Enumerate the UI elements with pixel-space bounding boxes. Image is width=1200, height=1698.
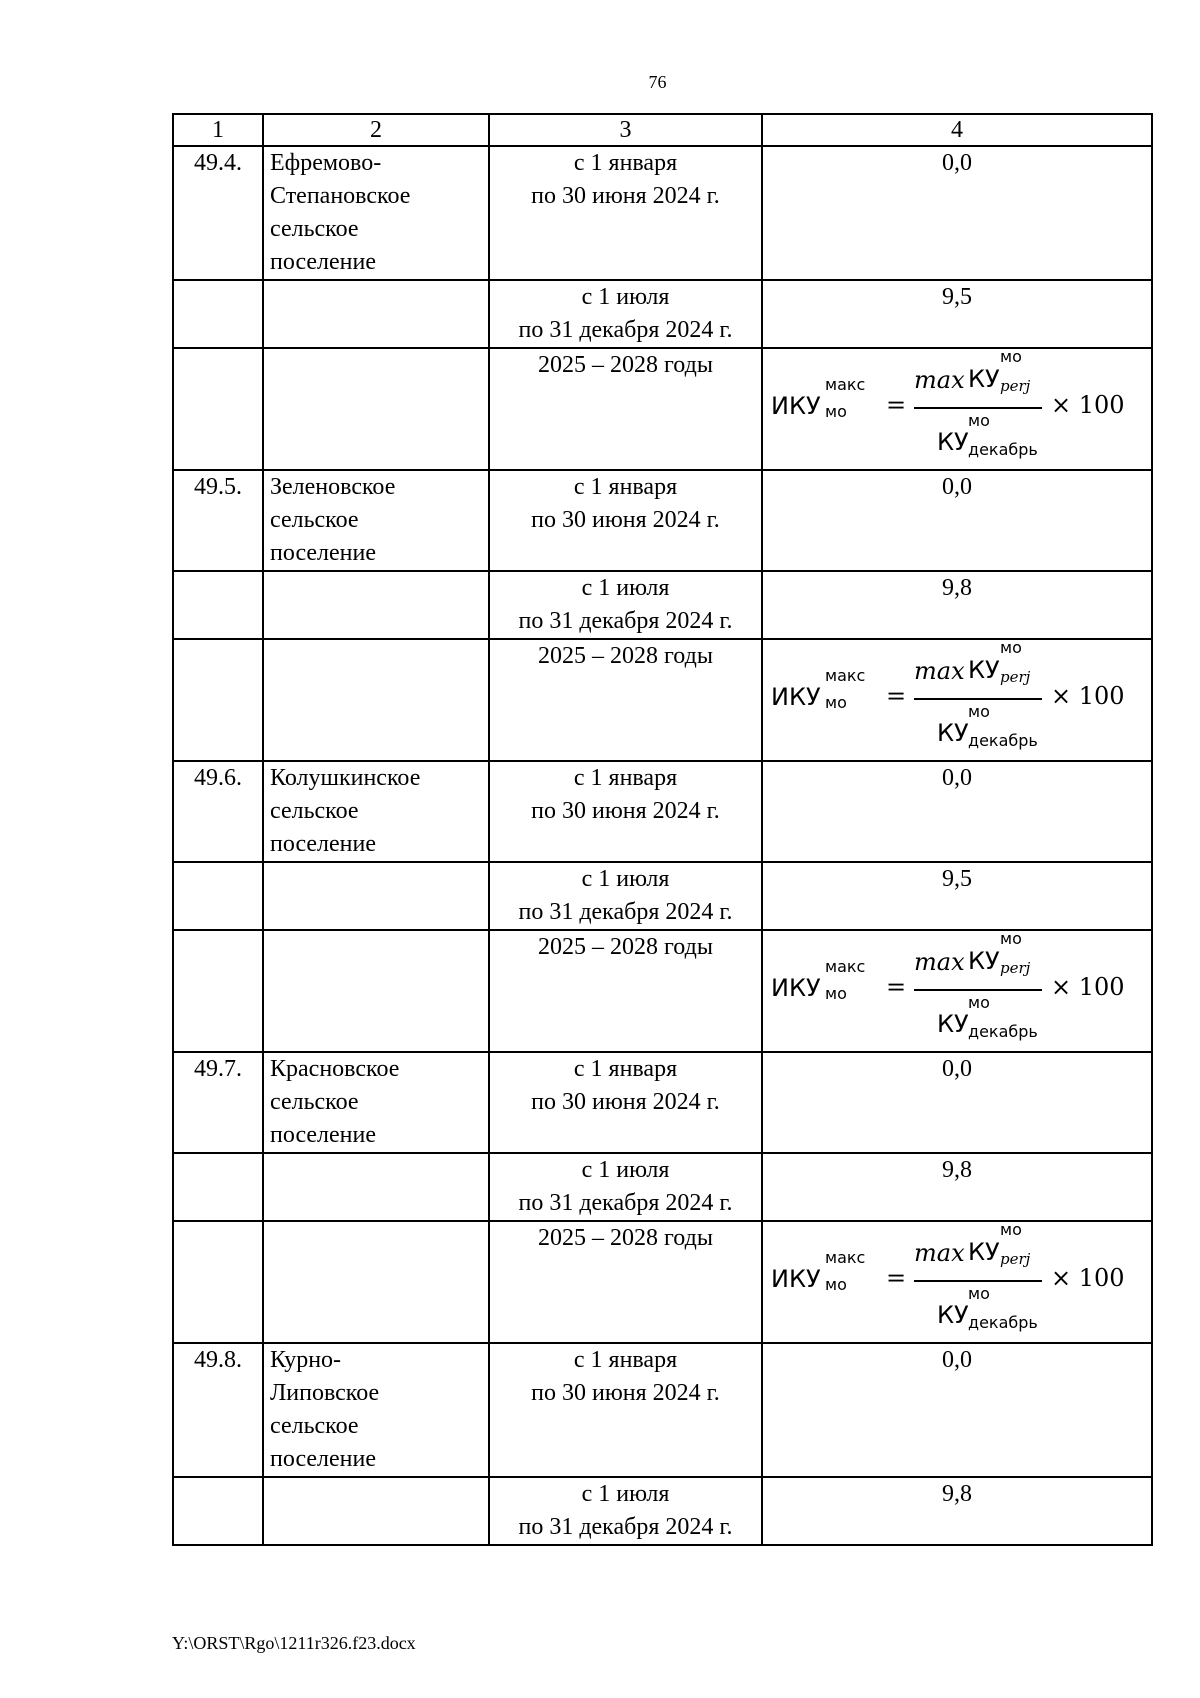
period-cell: с 1 января по 30 июня 2024 г. (489, 1343, 762, 1477)
formula-lhs-superscript: макс (825, 375, 866, 394)
index-formula (768, 638, 1143, 756)
table-row (173, 761, 1152, 862)
period-cell: с 1 июля по 31 декабря 2024 г. (489, 280, 762, 348)
formula-max: max (914, 1239, 965, 1267)
formula-equals: = (886, 682, 907, 710)
index-formula (768, 929, 1143, 1047)
formula-lhs: ИКУ (771, 683, 821, 711)
table-row (173, 1052, 1152, 1153)
formula-lhs-subscript: мо (825, 984, 847, 1003)
header-row (173, 114, 1152, 146)
period-cell: с 1 января по 30 июня 2024 г. (489, 470, 762, 571)
formula-cell (762, 1221, 1152, 1343)
row-number-cell: 49.7. (173, 1052, 263, 1153)
row-number-cell: 49.4. (173, 146, 263, 280)
value-cell: 9,8 (762, 1153, 1152, 1221)
period-cell: с 1 июля по 31 декабря 2024 г. (489, 1153, 762, 1221)
table-row (173, 862, 1152, 930)
formula-cell (762, 639, 1152, 761)
row-number-cell (173, 571, 263, 639)
formula-lhs-subscript: мо (825, 402, 847, 421)
formula-equals: = (886, 391, 907, 419)
fraction-bar (914, 698, 1042, 700)
formula-denominator-subscript: декабрь (968, 440, 1038, 459)
period-cell: 2025 – 2028 годы (489, 1221, 762, 1343)
row-number-cell: 49.5. (173, 470, 263, 571)
formula-lhs: ИКУ (771, 392, 821, 420)
formula-equals: = (886, 1264, 907, 1292)
settlement-name-cell: Ефремово- Степановское сельское поселение (263, 146, 489, 280)
formula-denominator: КУ (937, 1301, 969, 1329)
table-row (173, 1221, 1152, 1343)
formula-numerator-superscript: мо (1000, 929, 1022, 948)
formula-times-100: × 100 (1051, 1264, 1125, 1292)
row-number-cell: 49.6. (173, 761, 263, 862)
formula-max: max (914, 948, 965, 976)
row-number-cell: 49.8. (173, 1343, 263, 1477)
settlement-name-cell (263, 1153, 489, 1221)
row-number-cell (173, 930, 263, 1052)
index-formula (768, 1220, 1143, 1338)
formula-times-100: × 100 (1051, 973, 1125, 1001)
value-cell: 9,8 (762, 571, 1152, 639)
formula-denominator-superscript: мо (968, 411, 990, 430)
fraction-bar (914, 989, 1042, 991)
header-cell-2: 2 (263, 114, 489, 146)
period-cell: с 1 января по 30 июня 2024 г. (489, 146, 762, 280)
formula-numerator-superscript: мо (1000, 638, 1022, 657)
settlement-name-cell (263, 1221, 489, 1343)
period-cell: 2025 – 2028 годы (489, 639, 762, 761)
fraction-bar (914, 407, 1042, 409)
value-cell: 9,8 (762, 1477, 1152, 1545)
period-cell: с 1 июля по 31 декабря 2024 г. (489, 571, 762, 639)
formula-max: max (914, 366, 965, 394)
formula-numerator: КУ (968, 656, 1000, 684)
row-number-cell (173, 348, 263, 470)
formula-lhs-superscript: макс (825, 666, 866, 685)
formula-denominator-superscript: мо (968, 993, 990, 1012)
formula-numerator-superscript: мо (1000, 347, 1022, 366)
index-formula (768, 347, 1143, 465)
header-cell-1: 1 (173, 114, 263, 146)
table-row (173, 470, 1152, 571)
period-cell: с 1 июля по 31 декабря 2024 г. (489, 862, 762, 930)
table-row (173, 639, 1152, 761)
formula-denominator-subscript: декабрь (968, 1022, 1038, 1041)
settlement-name-cell (263, 348, 489, 470)
settlement-name-cell: Курно- Липовское сельское поселение (263, 1343, 489, 1477)
settlement-name-cell (263, 1477, 489, 1545)
file-path-footer: Y:\ORST\Rgo\1211r326.f23.docx (172, 1633, 416, 1653)
formula-denominator: КУ (937, 428, 969, 456)
settlement-name-cell (263, 571, 489, 639)
fraction-bar (914, 1280, 1042, 1282)
value-cell: 9,5 (762, 862, 1152, 930)
formula-denominator: КУ (937, 719, 969, 747)
value-cell: 9,5 (762, 280, 1152, 348)
formula-numerator-subscript: perj (1000, 377, 1031, 395)
formula-numerator-subscript: perj (1000, 668, 1031, 686)
settlement-name-cell: Колушкинское сельское поселение (263, 761, 489, 862)
formula-cell (762, 930, 1152, 1052)
formula-max: max (914, 657, 965, 685)
formula-numerator: КУ (968, 1238, 1000, 1266)
formula-denominator-subscript: декабрь (968, 731, 1038, 750)
formula-denominator-superscript: мо (968, 1284, 990, 1303)
period-cell: с 1 января по 30 июня 2024 г. (489, 1052, 762, 1153)
value-cell: 0,0 (762, 1052, 1152, 1153)
table-row (173, 146, 1152, 280)
period-cell: с 1 июля по 31 декабря 2024 г. (489, 1477, 762, 1545)
settlement-name-cell (263, 862, 489, 930)
table-row (173, 280, 1152, 348)
value-cell: 0,0 (762, 1343, 1152, 1477)
settlement-name-cell (263, 639, 489, 761)
row-number-cell (173, 1153, 263, 1221)
tariff-table (172, 113, 1153, 1546)
formula-lhs-superscript: макс (825, 957, 866, 976)
period-cell: 2025 – 2028 годы (489, 930, 762, 1052)
row-number-cell (173, 1221, 263, 1343)
row-number-cell (173, 1477, 263, 1545)
formula-numerator: КУ (968, 365, 1000, 393)
settlement-name-cell: Зеленовское сельское поселение (263, 470, 489, 571)
formula-cell (762, 348, 1152, 470)
formula-lhs: ИКУ (771, 974, 821, 1002)
period-cell: с 1 января по 30 июня 2024 г. (489, 761, 762, 862)
formula-times-100: × 100 (1051, 682, 1125, 710)
formula-lhs-subscript: мо (825, 1275, 847, 1294)
table-row (173, 1343, 1152, 1477)
table-row (173, 571, 1152, 639)
formula-denominator-superscript: мо (968, 702, 990, 721)
formula-numerator-subscript: perj (1000, 959, 1031, 977)
formula-lhs-subscript: мо (825, 693, 847, 712)
formula-denominator: КУ (937, 1010, 969, 1038)
formula-times-100: × 100 (1051, 391, 1125, 419)
period-cell: 2025 – 2028 годы (489, 348, 762, 470)
table-row (173, 1153, 1152, 1221)
table-row (173, 930, 1152, 1052)
settlement-name-cell (263, 930, 489, 1052)
row-number-cell (173, 639, 263, 761)
header-cell-4: 4 (762, 114, 1152, 146)
formula-lhs-superscript: макс (825, 1248, 866, 1267)
settlement-name-cell: Красновское сельское поселение (263, 1052, 489, 1153)
formula-denominator-subscript: декабрь (968, 1313, 1038, 1332)
table-row (173, 1477, 1152, 1545)
value-cell: 0,0 (762, 761, 1152, 862)
table-row (173, 348, 1152, 470)
formula-numerator: КУ (968, 947, 1000, 975)
formula-numerator-superscript: мо (1000, 1220, 1022, 1239)
page-number: 76 (648, 72, 667, 92)
row-number-cell (173, 280, 263, 348)
formula-equals: = (886, 973, 907, 1001)
formula-lhs: ИКУ (771, 1265, 821, 1293)
row-number-cell (173, 862, 263, 930)
formula-numerator-subscript: perj (1000, 1250, 1031, 1268)
header-cell-3: 3 (489, 114, 762, 146)
value-cell: 0,0 (762, 470, 1152, 571)
value-cell: 0,0 (762, 146, 1152, 280)
settlement-name-cell (263, 280, 489, 348)
